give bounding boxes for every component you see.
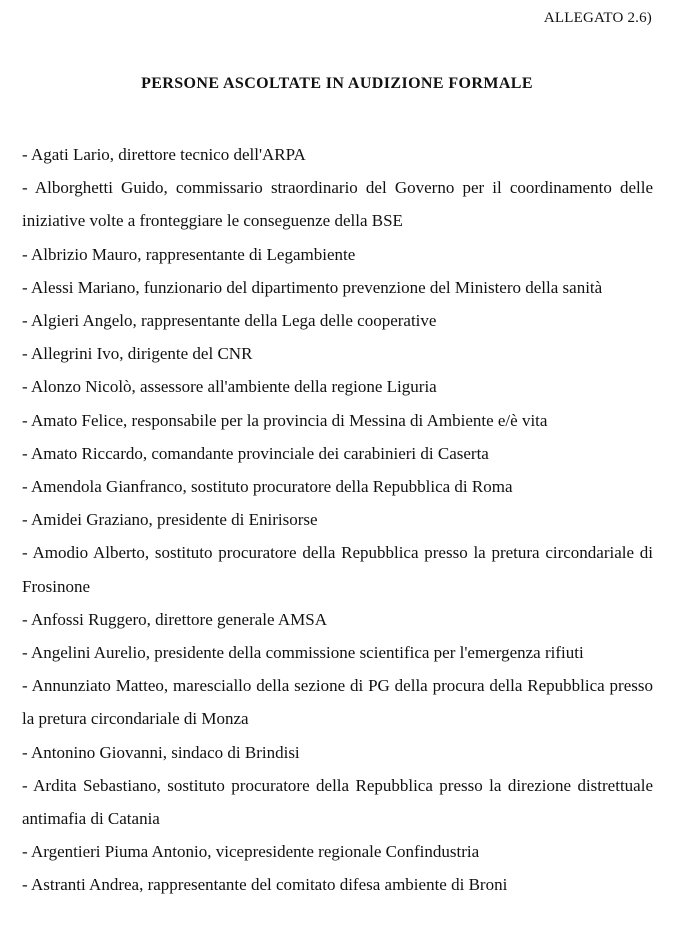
list-item: - Amato Felice, responsabile per la provincia di Messina di Ambiente e/è vita [22, 410, 548, 430]
page-title: PERSONE ASCOLTATE IN AUDIZIONE FORMALE [141, 75, 533, 92]
list-item: - Astranti Andrea, rappresentante del comitato difesa ambiente di Broni [22, 875, 508, 895]
list-item: - Amidei Graziano, presidente di Enirisorse [22, 510, 318, 530]
hearing-list [22, 138, 653, 902]
list-item: - Alonzo Nicolò, assessore all'ambiente della regione Liguria [22, 377, 437, 397]
list-item: - Allegrini Ivo, dirigente del CNR [22, 344, 253, 364]
list-item: - Algieri Angelo, rappresentante della Lega delle cooperative [22, 311, 437, 331]
attachment-label: ALLEGATO 2.6) [543, 10, 652, 26]
list-item: - Amodio Alberto, sostituto procuratore della Repubblica presso la pretura circondariale di Frosinone [22, 543, 653, 596]
list-item: - Alborghetti Guido, commissario straordinario del Governo per il coordinamento delle iniziative volte a fronteggiare le conseguenze della BSE [22, 178, 653, 231]
list-item: - Alessi Mariano, funzionario del dipartimento prevenzione del Ministero della sanità [22, 277, 603, 297]
list-item: - Amendola Gianfranco, sostituto procuratore della Repubblica di Roma [22, 477, 513, 497]
list-item: - Antonino Giovanni, sindaco di Brindisi [22, 742, 300, 762]
list-item: - Angelini Aurelio, presidente della commissione scientifica per l'emergenza rifiuti [22, 643, 584, 663]
list-item: - Annunziato Matteo, maresciallo della sezione di PG della procura della Repubblica presso la pretura circondariale di Monza [22, 676, 653, 729]
list-item: - Amato Riccardo, comandante provinciale dei carabinieri di Caserta [22, 443, 489, 463]
list-item: - Argentieri Piuma Antonio, vicepresidente regionale Confindustria [22, 842, 480, 862]
list-item: - Albrizio Mauro, rappresentante di Legambiente [22, 244, 356, 264]
list-item: - Agati Lario, direttore tecnico dell'ARPA [22, 145, 306, 164]
list-item: - Ardita Sebastiano, sostituto procuratore della Repubblica presso la direzione distrettuale antimafia di Catania [22, 775, 653, 829]
list-item: - Anfossi Ruggero, direttore generale AMSA [22, 609, 327, 629]
